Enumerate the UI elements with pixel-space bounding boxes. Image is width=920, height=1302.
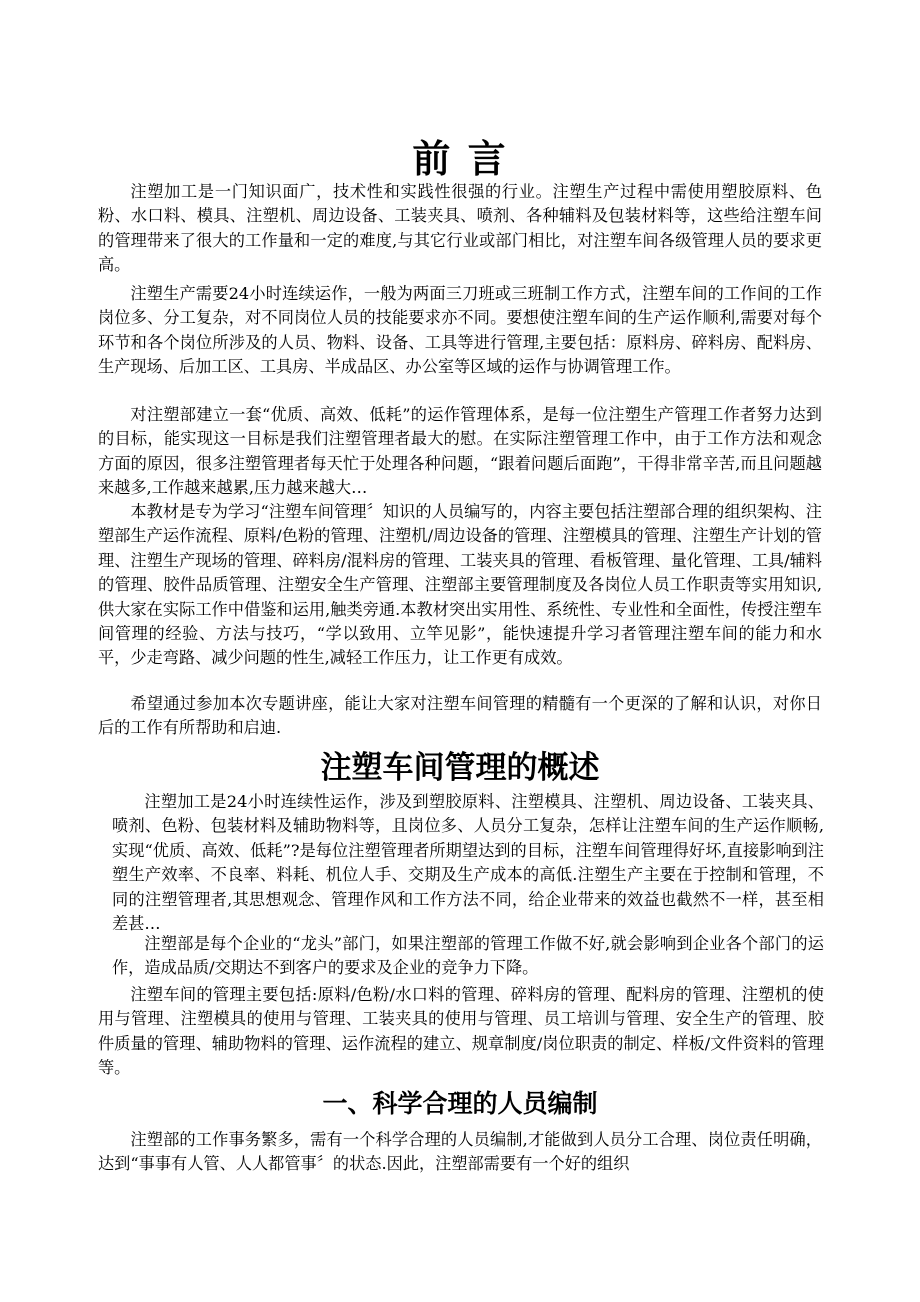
preface-paragraph-2: 注塑生产需要24小时连续运作，一般为两面三刀班或三班制工作方式，注塑车间的工作间的工作岗位多、分工复杂，对不同岗位人员的技能要求亦不同。要想使注塑车间的生产运作顺利,需要对每个环节和各个岗位所涉及的人员、物料、设备、工具等进行管理,主要包括：原料房、碎料房、配料房、生产现场、后加工区、工具房、半成品区、办公室等区域的运作与协调管理工作。 [98,284,822,377]
preface-title [0,128,920,183]
preface-paragraph-3: 对注塑部建立一套“优质、高效、低耗”的运作管理体系，是每一位注塑生产管理工作者努力达到的目标，能实现这一目标是我们注塑管理者最大的慰。在实际注塑管理工作中，由于工作方法和观念方面的原因，很多注塑管理者每天忙于处理各种问题，“跟着问题后面跑”，干得非常辛苦,而且问题越来越多,工作越来越累,压力越来越大… [98,405,822,498]
overview-paragraph-1: 注塑加工是24小时连续性运作，涉及到塑胶原料、注塑模具、注塑机、周边设备、工装夹具、喷剂、色粉、包装材料及辅助物料等，且岗位多、人员分工复杂，怎样让注塑车间的生产运作顺畅,实现“优质、高效、低耗”?是每位注塑管理者所期望达到的目标，注塑车间管理得好坏,直接影响到注塑生产效率、不良率、料耗、机位人手、交期及生产成本的高低.注塑生产主要在于控制和管理，不同的注塑管理者,其思想观念、管理作风和工作方法不同，给企业带来的效益也截然不一样，甚至相差甚… [112,792,824,934]
overview-paragraph-2: 注塑部是每个企业的“龙头”部门，如果注塑部的管理工作做不好,就会影响到企业各个部门的运作，造成品质/交期达不到客户的要求及企业的竞争力下降。 [112,934,824,978]
section1-paragraph-1: 注塑部的工作事务繁多，需有一个科学合理的人员编制,才能做到人员分工合理、岗位责任明确，达到“事事有人管、人人都管事〞的状态.因此，注塑部需要有一个好的组织 [98,1130,822,1174]
preface-paragraph-5: 希望通过参加本次专题讲座，能让大家对注塑车间管理的精髓有一个更深的了解和认识，对你日后的工作有所帮助和启迪. [98,694,822,738]
overview-paragraph-3: 注塑车间的管理主要包括:原料/色粉/水口料的管理、碎料房的管理、配料房的管理、注塑机的使用与管理、注塑模具的使用与管理、工装夹具的使用与管理、员工培训与管理、安全生产的管理、胶件质量的管理、辅助物料的管理、运作流程的建立、规章制度/岗位职责的制定、样板/文件资料的管理等。 [98,985,824,1078]
preface-title-text: 前 言 [412,137,508,181]
preface-paragraph-1: 注塑加工是一门知识面广，技术性和实践性很强的行业。注塑生产过程中需使用塑胶原料、色粉、水口料、模具、注塑机、周边设备、工装夹具、喷剂、各种辅料及包装材料等，这些给注塑车间的管理带来了很大的工作量和一定的难度,与其它行业或部门相比，对注塑车间各级管理人员的要求更高。 [98,182,822,275]
preface-paragraph-4: 本教材是专为学习“注塑车间管理〞知识的人员编写的，内容主要包括注塑部合理的组织架构、注塑部生产运作流程、原料/色粉的管理、注塑机/周边设备的管理、注塑模具的管理、注塑生产计划的管理、注塑生产现场的管理、碎料房/混料房的管理、工装夹具的管理、看板管理、量化管理、工具/辅料的管理、胶件品质管理、注塑安全生产管理、注塑部主要管理制度及各岗位人员工作职责等实用知识,供大家在实际工作中借鉴和运用,触类旁通.本教材突出实用性、系统性、专业性和全面性，传授注塑车间管理的经验、方法与技巧，“学以致用、立竿见影”，能快速提升学习者管理注塑车间的能力和水平，少走弯路、减少问题的性生,减轻工作压力，让工作更有成效。 [98,502,822,668]
overview-title: 注塑车间管理的概述 [320,750,600,786]
section1-title: 一、科学合理的人员编制 [322,1089,598,1118]
